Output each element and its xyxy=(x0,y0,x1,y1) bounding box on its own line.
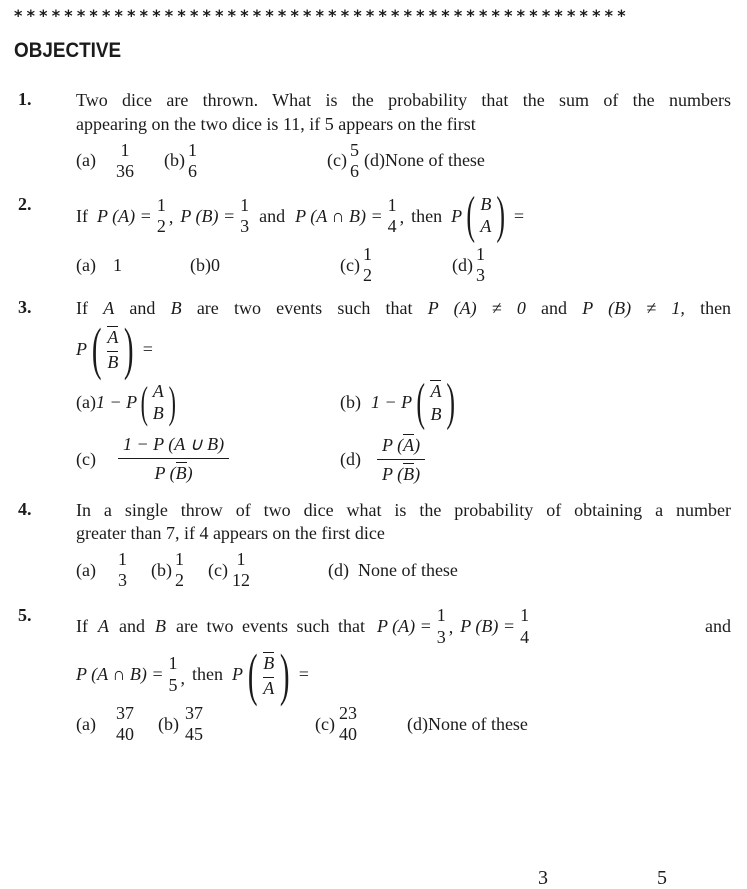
math-p-of-a-and-b: P (A ∩ B) = xyxy=(295,205,383,226)
math-b: B xyxy=(155,616,166,637)
numerator: 1 xyxy=(156,194,166,215)
denominator: 4 xyxy=(520,626,530,647)
numerator: 1 xyxy=(475,244,485,265)
denominator: 5 xyxy=(168,674,178,695)
option-c-label: (c) xyxy=(339,254,360,275)
math-a: A xyxy=(103,297,115,318)
cond-top-bar: A xyxy=(107,327,119,348)
math-p-of-b: P (B) = xyxy=(180,205,236,226)
numerator: 1 xyxy=(436,605,446,626)
option-c-fraction xyxy=(363,244,372,286)
option-c-label: (c) xyxy=(207,559,228,580)
denominator: 2 xyxy=(156,216,166,237)
fraction-1-4 xyxy=(388,195,397,237)
numerator: 1 xyxy=(236,549,246,570)
b-bar: B xyxy=(175,463,187,484)
left-paren: ( xyxy=(416,373,426,431)
math-b: B xyxy=(170,297,182,318)
option-b-fraction xyxy=(185,703,203,745)
math-p-of-b: P (B) = xyxy=(460,616,516,637)
section-heading: OBJECTIVE xyxy=(14,39,122,62)
denominator xyxy=(382,460,420,485)
numerator: 37 xyxy=(184,703,203,724)
right-paren: ) xyxy=(280,641,290,707)
text-and: and xyxy=(119,616,145,637)
question-3-text-line1 xyxy=(76,297,731,321)
question-5-statement-line1 xyxy=(76,605,731,647)
option-c-label: (c) xyxy=(326,150,347,171)
question-1-text-line1: Two dice are thrown. What is the probability that the sum of the numbers xyxy=(76,90,731,110)
math-p: P xyxy=(451,205,463,226)
option-d-label: (d)None of these xyxy=(406,713,528,734)
option-b-label: (b) xyxy=(163,150,185,171)
cond-bottom-bar: A xyxy=(263,677,275,698)
math-p-of-a-and-b: P (A ∩ B) = xyxy=(76,664,164,685)
text-and: and xyxy=(705,616,731,637)
denominator: 3 xyxy=(475,265,485,286)
question-5-statement-line2 xyxy=(76,641,731,707)
close-paren: ) xyxy=(414,463,421,484)
option-a-fraction xyxy=(116,140,134,182)
numerator: 1 − P (A ∪ B) xyxy=(118,434,229,459)
right-paren: ) xyxy=(168,377,176,427)
b-bar: B xyxy=(403,463,415,484)
question-4-options xyxy=(76,549,731,591)
question-5-options xyxy=(76,703,731,745)
left-paren: ( xyxy=(247,641,258,707)
denominator: 6 xyxy=(349,160,359,181)
denominator: 6 xyxy=(187,160,197,181)
numerator: 1 xyxy=(362,244,372,265)
math-p-open: P ( xyxy=(382,463,404,484)
denominator: 45 xyxy=(184,724,203,745)
option-b-label: (b) xyxy=(157,713,179,734)
option-d-fraction xyxy=(476,244,485,286)
option-c-fraction xyxy=(118,434,229,484)
cond-top: B xyxy=(480,194,492,215)
question-2-number: 2. xyxy=(18,193,32,214)
option-d-label: (d) None of these xyxy=(327,559,458,580)
conditional-abar-given-b xyxy=(412,373,460,431)
text-if: If xyxy=(76,205,88,226)
option-a-fraction xyxy=(118,549,127,591)
question-1-text-line2: appearing on the two dice is 11, if 5 appears on the first xyxy=(76,113,476,134)
cutoff-next-line xyxy=(0,866,747,889)
question-3-options-row2 xyxy=(76,434,731,485)
conditional-bbar-given-abar xyxy=(243,641,295,707)
option-a-prefix: 1 − P xyxy=(95,392,138,413)
math-p: P xyxy=(76,338,87,359)
right-paren: ) xyxy=(124,316,134,382)
numerator: 1 xyxy=(240,194,250,215)
right-paren: ) xyxy=(496,186,506,244)
text-and: and xyxy=(129,297,156,318)
cond-bottom: B xyxy=(152,402,164,423)
question-4-text-line2: greater than 7, if 4 appears on the first dice xyxy=(76,523,385,544)
option-a-label: (a) xyxy=(76,254,96,275)
option-b-label: (b) xyxy=(340,392,361,413)
fraction-1-3 xyxy=(240,195,249,237)
denominator: 3 xyxy=(240,216,250,237)
left-paren: ( xyxy=(91,316,102,382)
numerator: 23 xyxy=(338,703,357,724)
document-page xyxy=(0,6,747,889)
text-mid: are two events such that xyxy=(196,297,413,318)
cond-top: A xyxy=(152,380,164,401)
numerator: 1 xyxy=(117,549,127,570)
question-1-number: 1. xyxy=(18,89,32,109)
cond-top-bar: A xyxy=(430,380,442,401)
option-d-label: (d)None of these xyxy=(363,150,485,171)
a-bar: A xyxy=(403,434,415,455)
text-and: and xyxy=(259,205,286,226)
option-c-label: (c) xyxy=(314,713,335,734)
question-5 xyxy=(0,605,747,745)
math-p-of-a: P (A) = xyxy=(97,205,152,226)
option-b-label: (b)0 xyxy=(189,254,220,275)
option-a-label: (a) xyxy=(76,392,96,413)
option-b-fraction xyxy=(188,140,197,182)
denominator: 2 xyxy=(174,570,184,591)
numerator: 1 xyxy=(120,139,130,160)
denominator: 2 xyxy=(362,265,372,286)
question-3-number: 3. xyxy=(18,296,32,317)
fraction-1-2 xyxy=(157,195,166,237)
cond-bottom-bar: B xyxy=(107,352,119,373)
denominator: 36 xyxy=(115,160,134,181)
question-2-options xyxy=(76,244,731,286)
option-c xyxy=(76,434,340,484)
numerator: 5 xyxy=(349,139,359,160)
numerator: 1 xyxy=(187,139,197,160)
question-3-options-row1 xyxy=(76,373,731,431)
option-a xyxy=(76,377,340,427)
option-c-fraction xyxy=(232,549,250,591)
question-4-number: 4. xyxy=(18,498,32,519)
text-and: and xyxy=(541,297,568,318)
option-d-label: (d) xyxy=(340,448,361,469)
cond-bottom: A xyxy=(480,216,492,237)
option-d-label: (d) xyxy=(451,254,473,275)
comma: , xyxy=(180,668,185,689)
numerator: 1 xyxy=(168,653,178,674)
cond-bottom: B xyxy=(430,403,442,424)
denominator: 12 xyxy=(231,570,250,591)
right-paren: ) xyxy=(446,373,456,431)
text-mid: are two events such that xyxy=(176,616,365,637)
question-3-expression xyxy=(76,316,731,382)
equals-sign: = xyxy=(297,664,310,685)
numerator xyxy=(377,434,425,460)
option-a-label: (a) xyxy=(76,559,96,580)
left-paren: ( xyxy=(140,377,149,427)
comma: , xyxy=(399,207,405,228)
math-a: A xyxy=(98,616,109,637)
question-1 xyxy=(0,89,747,182)
math-p: P xyxy=(231,664,243,685)
question-4-text-line1: In a single throw of two dice what is the probability of obtaining a number xyxy=(76,499,731,520)
option-c-label: (c) xyxy=(76,448,96,469)
option-b-prefix: 1 − P xyxy=(371,392,413,413)
text-then: then xyxy=(191,664,223,685)
question-2 xyxy=(0,186,747,287)
option-b-fraction xyxy=(175,549,184,591)
math-p-of-b: P (B) ≠ 1, xyxy=(582,297,685,318)
denominator: 4 xyxy=(387,216,397,237)
text-if: If xyxy=(76,616,88,637)
close-paren: ) xyxy=(414,434,421,455)
denominator: 3 xyxy=(436,626,446,647)
numerator: 1 xyxy=(387,194,397,215)
question-3 xyxy=(0,297,747,485)
denominator: 3 xyxy=(117,570,127,591)
fraction-1-5 xyxy=(168,653,177,695)
option-a-value: 1 xyxy=(112,254,122,275)
question-4 xyxy=(0,499,747,592)
denominator xyxy=(154,459,192,484)
left-paren: ( xyxy=(466,186,476,244)
divider-stars: ************************************************* xyxy=(14,6,630,25)
question-1-options xyxy=(76,140,731,182)
fraction-1-3 xyxy=(437,605,446,647)
question-2-statement xyxy=(76,186,731,244)
conditional-a-given-b xyxy=(137,377,179,427)
numerator: 1 xyxy=(520,605,530,626)
option-d xyxy=(340,434,425,485)
option-b-label: (b) xyxy=(150,559,172,580)
cutoff-fragment-1: 3 xyxy=(538,867,548,889)
cond-top-bar: B xyxy=(263,652,275,673)
cutoff-fragment-2: 5 xyxy=(657,867,667,889)
option-c-fraction xyxy=(339,703,357,745)
math-p-of-a: P (A) = xyxy=(376,616,432,637)
denominator: 40 xyxy=(115,724,134,745)
math-p-open: P ( xyxy=(154,463,176,484)
denominator: 40 xyxy=(338,724,357,745)
numerator: 1 xyxy=(174,549,184,570)
text-if: If xyxy=(76,297,88,318)
comma: , xyxy=(168,207,174,228)
equals-sign: = xyxy=(512,205,525,226)
equals-sign: = xyxy=(141,338,154,359)
option-a-label: (a) xyxy=(76,150,96,171)
text-then: then xyxy=(411,205,443,226)
conditional-abar-given-bbar xyxy=(87,316,139,382)
option-a-label: (a) xyxy=(76,713,96,734)
question-5-number: 5. xyxy=(18,605,32,626)
math-p-open: P ( xyxy=(382,434,404,455)
conditional-b-given-a xyxy=(462,186,510,244)
option-a-fraction xyxy=(116,703,134,745)
text-then: then xyxy=(700,297,732,318)
numerator: 37 xyxy=(115,703,134,724)
comma: , xyxy=(448,616,454,637)
option-d-fraction xyxy=(377,434,425,485)
close-paren: ) xyxy=(186,463,193,484)
option-b xyxy=(340,373,460,431)
math-p-of-a: P (A) ≠ 0 xyxy=(427,297,526,318)
option-c-fraction xyxy=(350,140,359,182)
fraction-1-4 xyxy=(520,605,529,647)
